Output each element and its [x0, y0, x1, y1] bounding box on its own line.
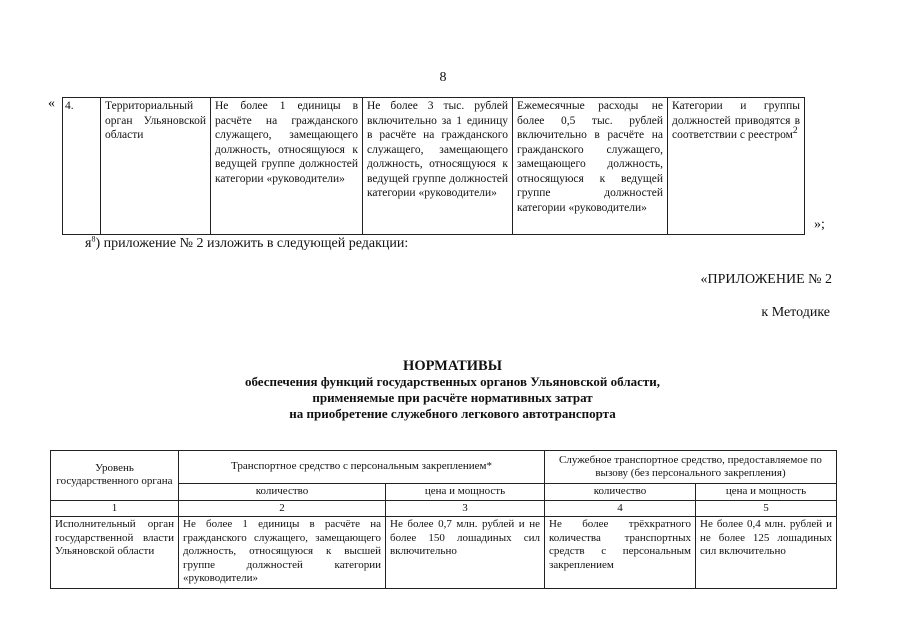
header-level: Уровень государственного органа [51, 451, 179, 501]
closing-quote: »; [814, 217, 825, 232]
table-row [63, 98, 805, 235]
cell-level: Исполнительный орган государственной власти Ульяновской области [51, 517, 179, 589]
cell-price: Не более 3 тыс. рублей включительно за 1 единицу в расчёте на гражданского служащего, замещающего должность, относящуюся к ведущей группе должностей категории «руководители» [363, 98, 513, 235]
header-personal: Транспортное средство с персональным закреплением* [179, 451, 545, 484]
col-number: 5 [696, 500, 837, 517]
amendment-paragraph [85, 236, 408, 252]
appendix-title: «ПРИЛОЖЕНИЕ № 2 [700, 272, 832, 287]
cell-quantity: Не более 1 единицы в расчёте на гражданского служащего, замещающего должность, относящуюся к ведущей группе должностей категории «руководители» [211, 98, 363, 235]
opening-quote: « [48, 96, 55, 111]
document-heading: НОРМАТИВЫ [403, 358, 502, 374]
header-price-1: цена и мощность [386, 484, 545, 501]
cell-personal-price: Не более 0,7 млн. рублей и не более 150 лошадиных сил включительно [386, 517, 545, 589]
paragraph-sup: 8 [91, 234, 96, 244]
header-qty-1: количество [179, 484, 386, 501]
cell-personal-qty: Не более 1 единицы в расчёте на гражданского служащего, замещающего должность, относящуюся к высшей группе должностей категории «руководители» [179, 517, 386, 589]
cell-categories-text: Категории и группы должностей приводятся в соответствии с реестром [672, 100, 800, 141]
table-header-row [51, 451, 837, 484]
subheading-line-1: обеспечения функций государственных органов Ульяновской области, [244, 374, 661, 389]
cell-categories [668, 98, 805, 235]
cell-on-call-qty: Не более трёхкратного количества транспортных средств с персональным закреплением [545, 517, 696, 589]
cell-on-call-price: Не более 0,4 млн. рублей и не более 125 лошадиных сил включительно [696, 517, 837, 589]
appendix-subtitle: к Методике [761, 305, 830, 320]
header-price-2: цена и мощность [696, 484, 837, 501]
page-number: 8 [439, 70, 447, 85]
col-number: 3 [386, 500, 545, 517]
cell-number: 4. [63, 98, 101, 235]
paragraph-prefix: я [85, 236, 92, 251]
footnote-mark: 2 [792, 125, 798, 137]
table-row [51, 517, 837, 589]
col-number: 1 [51, 500, 179, 517]
cell-expenses: Ежемесячные расходы не более 0,5 тыс. рублей включительно в расчёте на гражданского служащего, замещающего должность, относящуюся к ведущей группе должностей категории «руководители» [513, 98, 668, 235]
col-number: 4 [545, 500, 696, 517]
paragraph-text: ) приложение № 2 изложить в следующей редакции: [95, 236, 409, 251]
subheading-line-3: на приобретение служебного легкового автотранспорта [289, 406, 616, 421]
document-subheading [0, 374, 905, 422]
header-on-call: Служебное транспортное средство, предоставляемое по вызову (без персонального закрепления) [545, 451, 837, 484]
header-qty-2: количество [545, 484, 696, 501]
cell-organ: Территориальный орган Ульяновской области [101, 98, 211, 235]
norms-table [50, 450, 837, 589]
amendment-table [62, 97, 805, 235]
col-number: 2 [179, 500, 386, 517]
table-number-row [51, 500, 837, 517]
subheading-line-2: применяемые при расчёте нормативных затрат [312, 390, 593, 405]
